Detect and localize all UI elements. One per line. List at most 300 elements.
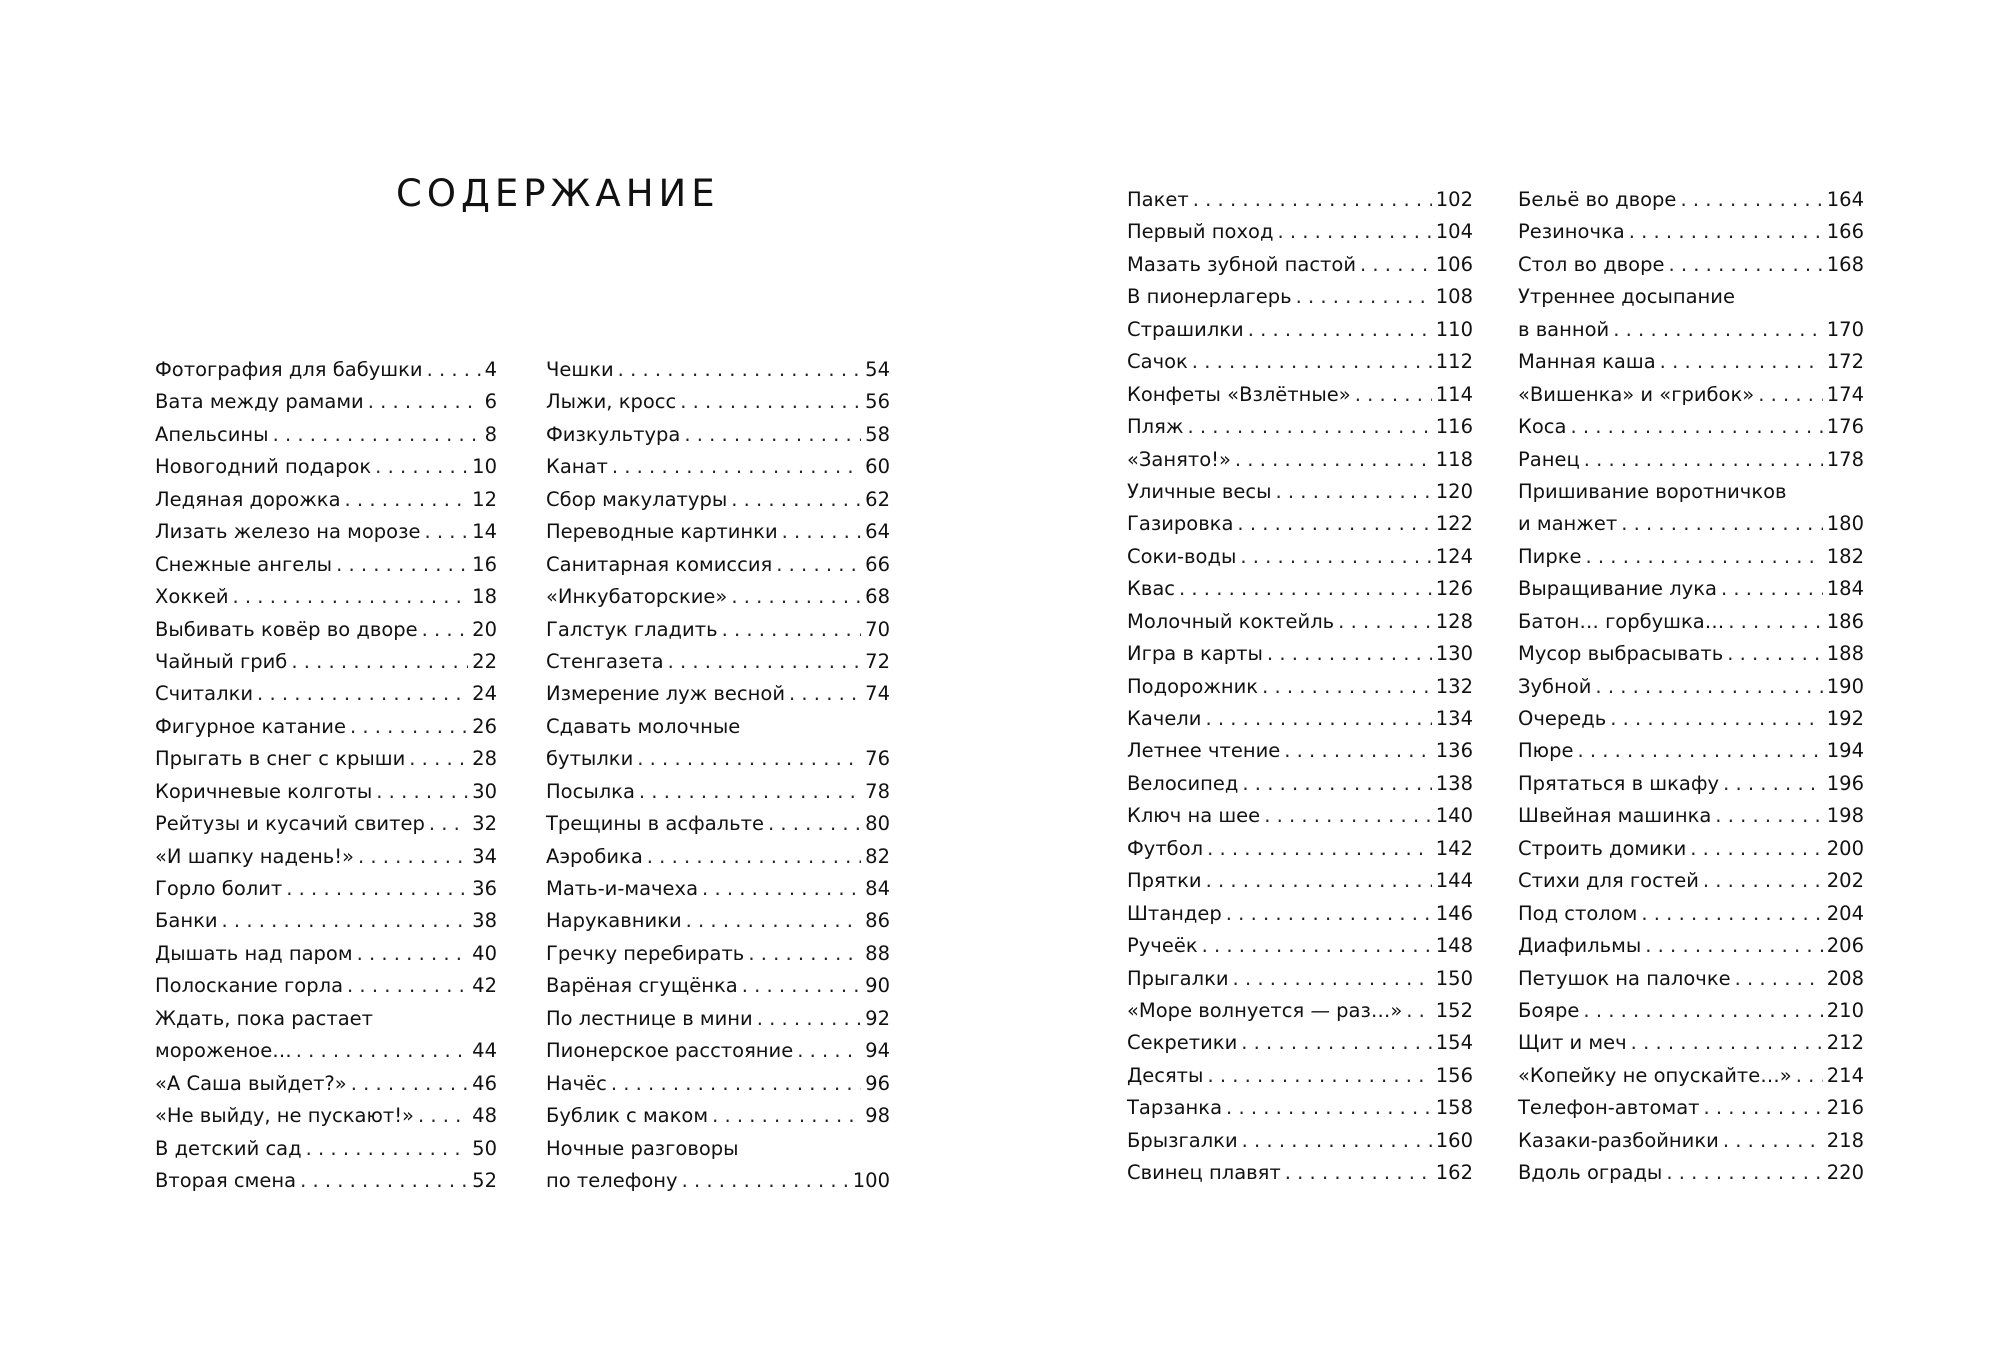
toc-page-number: 148 — [1435, 934, 1473, 958]
dot-leader — [1205, 707, 1431, 730]
toc-column — [546, 358, 890, 1201]
toc-page-number: 42 — [472, 974, 497, 998]
toc-entry[interactable] — [155, 553, 497, 585]
toc-entry-title: Строить домики — [1518, 836, 1687, 860]
toc-page-number: 170 — [1826, 317, 1864, 341]
dot-leader — [233, 585, 469, 608]
toc-entry[interactable] — [1518, 318, 1864, 350]
dot-leader — [1690, 837, 1823, 860]
toc-column — [1127, 188, 1473, 1194]
toc-page-number: 184 — [1826, 577, 1864, 601]
toc-entry[interactable] — [546, 455, 890, 487]
toc-entry-title: Считалки — [155, 682, 254, 706]
toc-entry[interactable] — [1518, 448, 1864, 480]
toc-entry-title: Лизать железо на морозе — [155, 520, 421, 544]
toc-entry-title: Первый поход — [1127, 220, 1274, 244]
toc-page-number: 56 — [865, 390, 890, 414]
toc-entry[interactable] — [155, 747, 497, 779]
toc-entry-title: Мусор выбрасывать — [1518, 642, 1724, 666]
dot-leader — [1704, 1096, 1823, 1119]
toc-entry-title: Вата между рамами — [155, 390, 364, 414]
dot-leader — [702, 877, 861, 900]
toc-entry-title: Пляж — [1127, 415, 1184, 439]
dot-leader — [742, 974, 861, 997]
toc-page-number: 80 — [865, 812, 890, 836]
toc-entry[interactable] — [1127, 1064, 1473, 1096]
toc-entry[interactable] — [546, 682, 890, 714]
toc-entry-title: Газировка — [1127, 512, 1234, 536]
toc-page-number: 28 — [472, 747, 497, 771]
toc-entry[interactable] — [1127, 869, 1473, 901]
toc-entry[interactable] — [155, 488, 497, 520]
toc-entry-title: Фигурное катание — [155, 714, 346, 738]
toc-page-number: 106 — [1435, 252, 1473, 276]
dot-leader — [358, 845, 468, 868]
toc-page-number: 146 — [1435, 901, 1473, 925]
toc-entry[interactable] — [1518, 869, 1864, 901]
toc-page-number: 206 — [1826, 934, 1864, 958]
toc-entry[interactable] — [546, 1169, 890, 1201]
dot-leader — [1703, 869, 1823, 892]
toc-entry-title: «А Саша выйдет?» — [155, 1071, 347, 1095]
toc-entry[interactable] — [546, 1007, 890, 1039]
toc-entry[interactable] — [155, 585, 497, 617]
toc-page-number: 26 — [472, 714, 497, 738]
toc-page-number: 4 — [484, 358, 497, 381]
toc-entry[interactable] — [1127, 448, 1473, 480]
toc-page-number: 74 — [865, 682, 890, 706]
toc-entry-title: Прыгалки — [1127, 966, 1229, 990]
dot-leader — [1202, 934, 1432, 957]
toc-page-number: 158 — [1435, 1096, 1473, 1120]
toc-entry-title: Петушок на палочке — [1518, 966, 1731, 990]
dot-leader — [336, 553, 468, 576]
toc-entry[interactable] — [1127, 642, 1473, 674]
toc-entry[interactable] — [1127, 1161, 1473, 1193]
toc-page-number: 212 — [1826, 1031, 1864, 1055]
toc-entry[interactable] — [546, 942, 890, 974]
toc-entry[interactable] — [1518, 253, 1864, 285]
dot-leader — [797, 1039, 861, 1062]
toc-page-number: 126 — [1435, 577, 1473, 601]
toc-page-number: 20 — [472, 617, 497, 641]
toc-page-number: 88 — [865, 941, 890, 965]
toc-entry[interactable] — [155, 423, 497, 455]
toc-entry-title: Тарзанка — [1127, 1096, 1223, 1120]
toc-entry[interactable] — [1127, 577, 1473, 609]
toc-entry-title-line: Ночные разговоры — [546, 1136, 739, 1160]
toc-page-number: 144 — [1435, 869, 1473, 893]
toc-entry-title: «Не выйду, не пускают!» — [155, 1104, 414, 1128]
toc-entry-title: Пакет — [1127, 188, 1189, 211]
dot-leader — [1262, 675, 1432, 698]
toc-page-number: 220 — [1826, 1161, 1864, 1185]
dot-leader — [286, 877, 468, 900]
toc-entry[interactable] — [1127, 545, 1473, 577]
toc-entry-title: Конфеты «Взлётные» — [1127, 382, 1351, 406]
toc-entry[interactable] — [546, 585, 890, 617]
dot-leader — [757, 1007, 861, 1030]
dot-leader — [776, 553, 861, 576]
toc-entry-title: Манная каша — [1518, 350, 1656, 374]
toc-entry[interactable] — [546, 812, 890, 844]
dot-leader — [1758, 383, 1823, 406]
toc-entry[interactable] — [1518, 383, 1864, 415]
toc-entry-title: Квас — [1127, 577, 1176, 601]
toc-entry-title: Стол во дворе — [1518, 252, 1665, 276]
toc-entry[interactable] — [155, 1072, 497, 1104]
toc-entry[interactable] — [1127, 772, 1473, 804]
toc-entry-title: Чайный гриб — [155, 649, 288, 673]
toc-entry[interactable] — [546, 974, 890, 1006]
dot-leader — [684, 423, 861, 446]
dot-leader — [1610, 707, 1823, 730]
dot-leader — [668, 650, 862, 673]
toc-entry[interactable] — [546, 1039, 890, 1071]
toc-entry[interactable] — [1127, 220, 1473, 252]
toc-entry-title: Варёная сгущёнка — [546, 974, 738, 998]
toc-entry-title: Ручеёк — [1127, 934, 1198, 958]
toc-page-number: 108 — [1435, 285, 1473, 309]
dot-leader — [376, 780, 468, 803]
toc-entry[interactable] — [1518, 772, 1864, 804]
toc-entry[interactable] — [155, 455, 497, 487]
toc-entry-title: и манжет — [1518, 512, 1618, 536]
toc-entry[interactable] — [155, 682, 497, 714]
toc-entry[interactable] — [155, 1137, 497, 1169]
toc-page-number: 164 — [1826, 188, 1864, 211]
dot-leader — [1267, 642, 1432, 665]
toc-entry[interactable] — [546, 488, 890, 520]
toc-entry[interactable] — [155, 845, 497, 877]
toc-entry[interactable] — [1127, 415, 1473, 447]
toc-entry[interactable] — [155, 1039, 497, 1071]
toc-entry[interactable] — [1518, 220, 1864, 252]
dot-leader — [611, 1072, 861, 1095]
dot-leader — [1226, 1096, 1432, 1119]
toc-entry-title: Канат — [546, 455, 608, 479]
toc-entry[interactable] — [1518, 675, 1864, 707]
toc-entry[interactable] — [155, 780, 497, 812]
toc-entry-title: По лестнице в мини — [546, 1006, 753, 1030]
toc-entry-title: Мать-и-мачеха — [546, 877, 699, 900]
toc-entry[interactable] — [1518, 415, 1864, 447]
toc-entry[interactable] — [155, 715, 497, 747]
toc-entry[interactable] — [546, 358, 890, 390]
dot-leader — [1645, 934, 1823, 957]
toc-entry[interactable] — [546, 423, 890, 455]
toc-entry-title: Галстук гладить — [546, 617, 718, 641]
toc-entry[interactable] — [155, 812, 497, 844]
dot-leader — [1226, 902, 1432, 925]
dot-leader — [222, 909, 469, 932]
toc-entry[interactable] — [1518, 1129, 1864, 1161]
toc-page-number: 52 — [472, 1168, 497, 1192]
dot-leader — [1355, 383, 1432, 406]
toc-page-number: 102 — [1435, 188, 1473, 211]
dot-leader — [1727, 642, 1823, 665]
dot-leader — [424, 520, 468, 543]
toc-entry-title: В пионерлагерь — [1127, 285, 1292, 309]
dot-leader — [712, 1104, 861, 1127]
toc-entry[interactable] — [1127, 837, 1473, 869]
toc-entry[interactable] — [1127, 610, 1473, 642]
toc-entry[interactable] — [1518, 610, 1864, 642]
toc-entry-title: Ранец — [1518, 447, 1580, 471]
toc-entry[interactable] — [1518, 577, 1864, 609]
toc-entry[interactable] — [1127, 350, 1473, 382]
toc-page-number: 154 — [1435, 1031, 1473, 1055]
dot-leader — [1680, 188, 1822, 211]
toc-entry-title-line: Сдавать молочные — [546, 714, 741, 738]
toc-entry[interactable] — [1518, 739, 1864, 771]
dot-leader — [731, 488, 861, 511]
toc-entry[interactable] — [546, 845, 890, 877]
toc-entry[interactable] — [155, 974, 497, 1006]
toc-entry[interactable] — [1127, 318, 1473, 350]
toc-entry-title: Коса — [1518, 415, 1567, 439]
toc-entry-title: Начёс — [546, 1071, 607, 1095]
toc-entry[interactable] — [546, 780, 890, 812]
toc-entry-title: Брызгалки — [1127, 1128, 1238, 1152]
dot-leader — [722, 618, 862, 641]
toc-entry[interactable] — [1518, 1096, 1864, 1128]
toc-entry-title: Игра в карты — [1127, 642, 1263, 666]
toc-page-number: 66 — [865, 552, 890, 576]
dot-leader — [1187, 415, 1431, 438]
dot-leader — [1584, 448, 1823, 471]
dot-leader — [1284, 739, 1432, 762]
dot-leader — [273, 423, 481, 446]
toc-page-number: 118 — [1435, 447, 1473, 471]
toc-entry[interactable] — [546, 1072, 890, 1104]
toc-entry[interactable] — [546, 553, 890, 585]
toc-entry[interactable] — [1127, 934, 1473, 966]
toc-page-number: 162 — [1435, 1161, 1473, 1185]
toc-entry-title: Швейная машинка — [1518, 804, 1712, 828]
toc-entry[interactable] — [1127, 804, 1473, 836]
toc-entry[interactable] — [1127, 675, 1473, 707]
toc-page-number: 152 — [1435, 998, 1473, 1022]
toc-entry-title: бутылки — [546, 747, 634, 771]
toc-page-number: 24 — [472, 682, 497, 706]
toc-page-number: 194 — [1826, 739, 1864, 763]
dot-leader — [345, 488, 469, 511]
toc-page-number: 70 — [865, 617, 890, 641]
toc-entry-title: Телефон-автомат — [1518, 1096, 1700, 1120]
toc-entry-title: Качели — [1127, 707, 1202, 730]
toc-entry[interactable] — [1518, 642, 1864, 674]
toc-entry-title: по телефону — [546, 1168, 678, 1192]
toc-entry-title: Под столом — [1518, 901, 1638, 925]
toc-page-number: 22 — [472, 649, 497, 673]
toc-page-number: 50 — [472, 1136, 497, 1160]
toc-entry-title: Прятаться в шкафу — [1518, 771, 1720, 795]
toc-page-number: 142 — [1435, 836, 1473, 860]
dot-leader — [429, 812, 468, 835]
toc-entry-title: в ванной — [1518, 317, 1610, 341]
dot-leader — [351, 1072, 468, 1095]
toc-entry[interactable] — [155, 390, 497, 422]
toc-page-number: 178 — [1826, 447, 1864, 471]
toc-entry-title: Коричневые колготы — [155, 779, 373, 803]
toc-page-number: 68 — [865, 585, 890, 609]
toc-entry[interactable] — [1518, 902, 1864, 934]
toc-entry-title: Стихи для гостей — [1518, 869, 1699, 893]
toc-entry[interactable] — [1127, 1096, 1473, 1128]
toc-page-number: 114 — [1435, 382, 1473, 406]
toc-entry[interactable] — [155, 942, 497, 974]
toc-column — [1518, 188, 1864, 1194]
toc-page-number: 110 — [1435, 317, 1473, 341]
toc-entry-title: «И шапку надень!» — [155, 844, 354, 868]
toc-page-number: 124 — [1435, 544, 1473, 568]
toc-entry[interactable] — [546, 650, 890, 682]
toc-page-number: 46 — [472, 1071, 497, 1095]
toc-entry[interactable] — [546, 390, 890, 422]
toc-entry[interactable] — [1518, 999, 1864, 1031]
toc-entry[interactable] — [1127, 480, 1473, 512]
toc-entry-title: Батон… горбушка… — [1518, 609, 1725, 633]
toc-page-number: 200 — [1826, 836, 1864, 860]
toc-entry[interactable] — [1518, 707, 1864, 739]
toc-entry[interactable] — [1127, 512, 1473, 544]
toc-page-number: 150 — [1435, 966, 1473, 990]
toc-entry[interactable] — [1518, 1161, 1864, 1193]
toc-entry-title: Апельсины — [155, 422, 269, 446]
toc-entry-title: Щит и меч — [1518, 1031, 1627, 1055]
toc-page-number: 30 — [472, 779, 497, 803]
toc-page-number: 138 — [1435, 771, 1473, 795]
dot-leader — [1179, 577, 1432, 600]
dot-leader — [427, 358, 481, 381]
toc-entry[interactable] — [1127, 739, 1473, 771]
toc-page-number: 32 — [472, 812, 497, 836]
toc-entry[interactable] — [155, 520, 497, 552]
toc-entry[interactable] — [546, 909, 890, 941]
toc-page-number: 40 — [472, 941, 497, 965]
toc-entry[interactable] — [1518, 804, 1864, 836]
toc-page-number: 100 — [852, 1168, 890, 1192]
toc-entry[interactable] — [1127, 383, 1473, 415]
toc-entry-title: Десяты — [1127, 1063, 1204, 1087]
dot-leader — [306, 1137, 469, 1160]
toc-entry-title: Зубной — [1518, 674, 1592, 698]
dot-leader — [1583, 999, 1822, 1022]
dot-leader — [748, 942, 861, 965]
toc-page-number: 86 — [865, 909, 890, 933]
dot-leader — [1595, 675, 1822, 698]
toc-entry-title: Дышать над паром — [155, 941, 353, 965]
toc-entry[interactable] — [1518, 512, 1864, 544]
toc-entry[interactable] — [155, 1169, 497, 1201]
toc-entry[interactable] — [155, 358, 497, 390]
dot-leader — [682, 1169, 849, 1192]
toc-entry-title: Посылка — [546, 779, 635, 803]
toc-entry[interactable] — [1127, 285, 1473, 317]
toc-entry[interactable] — [155, 909, 497, 941]
toc-entry[interactable] — [546, 1104, 890, 1136]
toc-page-number: 188 — [1826, 642, 1864, 666]
toc-entry[interactable] — [1518, 934, 1864, 966]
toc-entry[interactable] — [546, 747, 890, 779]
toc-entry[interactable] — [1127, 188, 1473, 220]
toc-page-number: 96 — [865, 1071, 890, 1095]
toc-entry[interactable] — [1518, 188, 1864, 220]
toc-page-number: 128 — [1435, 609, 1473, 633]
toc-page-number: 104 — [1435, 220, 1473, 244]
toc-entry[interactable] — [155, 618, 497, 650]
toc-page-number: 176 — [1826, 415, 1864, 439]
toc-entry[interactable] — [1518, 1031, 1864, 1063]
toc-entry[interactable] — [1518, 967, 1864, 999]
toc-entry-title: Летнее чтение — [1127, 739, 1281, 763]
toc-entry-title: «Море волнуется — раз…» — [1127, 998, 1403, 1022]
toc-entry[interactable] — [1127, 967, 1473, 999]
toc-entry-title: «Инкубаторские» — [546, 585, 728, 609]
toc-entry[interactable] — [1127, 902, 1473, 934]
toc-entry[interactable] — [155, 877, 497, 909]
toc-page-number: 60 — [865, 455, 890, 479]
toc-entry[interactable] — [1518, 350, 1864, 382]
dot-leader — [350, 715, 468, 738]
toc-page-number: 122 — [1435, 512, 1473, 536]
toc-entry[interactable] — [1127, 1031, 1473, 1063]
toc-entry[interactable] — [1127, 999, 1473, 1031]
toc-page-number: 168 — [1826, 252, 1864, 276]
toc-entry[interactable] — [155, 1104, 497, 1136]
dot-leader — [1206, 869, 1432, 892]
toc-entry-title: Рейтузы и кусачий свитер — [155, 812, 425, 836]
toc-page-number: 92 — [865, 1006, 890, 1030]
dot-leader — [1728, 610, 1823, 633]
toc-page-number: 58 — [865, 422, 890, 446]
toc-entry[interactable] — [1127, 253, 1473, 285]
toc-entry-title: Измерение луж весной — [546, 682, 785, 706]
toc-entry-title: Санитарная комиссия — [546, 552, 773, 576]
toc-entry-title: Хоккей — [155, 585, 229, 609]
toc-page-number: 196 — [1826, 771, 1864, 795]
toc-entry[interactable] — [546, 520, 890, 552]
dot-leader — [1668, 253, 1822, 276]
toc-entry-title: Резиночка — [1518, 220, 1625, 244]
toc-page-number: 202 — [1826, 869, 1864, 893]
dot-leader — [1242, 1129, 1432, 1152]
dot-leader — [368, 390, 481, 413]
toc-entry[interactable] — [546, 877, 890, 909]
toc-entry-title: Казаки-разбойники — [1518, 1128, 1719, 1152]
toc-entry-title: Бельё во дворе — [1518, 188, 1677, 211]
toc-entry[interactable] — [1518, 545, 1864, 577]
dot-leader — [1237, 512, 1431, 535]
toc-entry[interactable] — [546, 618, 890, 650]
toc-entry-title: Пирке — [1518, 544, 1582, 568]
toc-entry[interactable] — [1518, 1064, 1864, 1096]
toc-page-number: 210 — [1826, 998, 1864, 1022]
toc-entry-title: Трещины в асфальте — [546, 812, 764, 836]
toc-entry[interactable] — [1518, 837, 1864, 869]
dot-leader — [686, 909, 862, 932]
dot-leader — [1631, 1031, 1823, 1054]
dot-leader — [1207, 837, 1432, 860]
page-title: СОДЕРЖАНИЕ — [396, 172, 720, 215]
toc-page-number: 90 — [865, 974, 890, 998]
toc-page-number: 180 — [1826, 512, 1864, 536]
toc-entry[interactable] — [155, 650, 497, 682]
toc-entry[interactable] — [1127, 707, 1473, 739]
toc-entry[interactable] — [1127, 1129, 1473, 1161]
toc-entry-title: Лыжи, кросс — [546, 390, 677, 414]
